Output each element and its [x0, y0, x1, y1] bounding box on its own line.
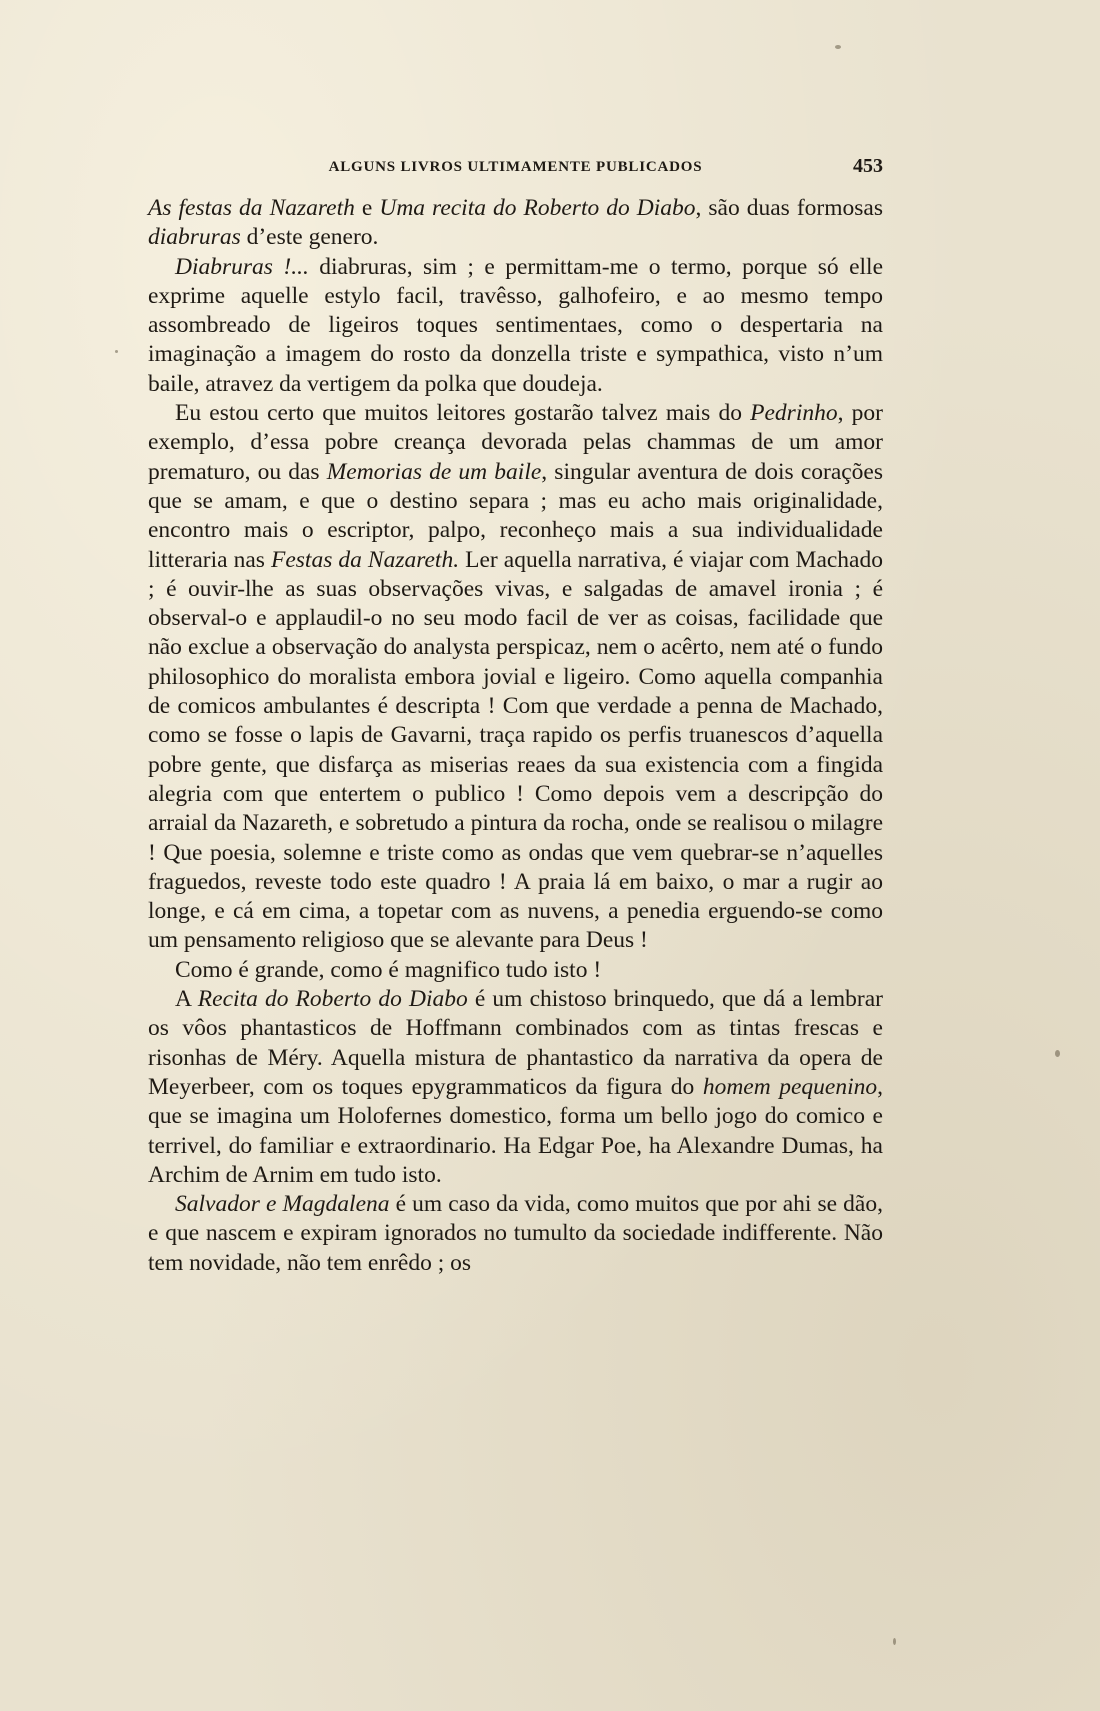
text-run: diabruras, sim ; e permittam-me o termo, porque só elle exprime aquelle estylo facil, travêsso, galhofeiro, e ao mesmo tempo assombreado de ligeiros toques sentimentaes, como o despertaria na imaginação a imagem do rosto da donzella triste e sympathica, visto n’um baile, atravez da vertigem da polka que doudeja. — [148, 253, 883, 397]
text-run: e — [354, 195, 380, 221]
paragraph — [148, 956, 883, 985]
text-run: , singular aventura de dois corações que se amam, e que o destino separa ; mas eu acho mais originalidade, encontro mais o escriptor, palpo, reconheço mais a sua individualidade litteraria nas — [148, 458, 884, 573]
body-text — [148, 194, 883, 1278]
page-header — [148, 155, 883, 185]
italic-text: Diabruras !... — [175, 253, 309, 280]
page-number: 453 — [853, 155, 883, 177]
italic-text: Recita do Roberto do Diabo — [197, 986, 468, 1013]
running-head: ALGUNS LIVROS ULTIMAMENTE PUBLICADOS — [328, 159, 703, 175]
paragraph — [148, 253, 883, 399]
italic-text: Festas da Nazareth. — [270, 546, 460, 573]
paper-speck — [115, 350, 118, 353]
italic-text: homem pequenino — [702, 1073, 878, 1100]
italic-text: diabruras — [148, 224, 241, 251]
text-run: Eu estou certo que muitos leitores gostarão talvez mais do — [175, 400, 751, 427]
italic-text: As festas da Nazareth — [148, 195, 355, 221]
paragraph — [148, 194, 883, 253]
text-run: Como é grande, como é magnifico tudo isto ! — [175, 956, 602, 983]
italic-text: Pedrinho — [750, 400, 838, 427]
paper-speck — [1055, 1050, 1060, 1057]
italic-text: Memorias de um baile — [326, 458, 542, 485]
paragraph — [148, 399, 883, 956]
paragraph — [148, 1190, 883, 1278]
italic-text: Salvador e Magdalena — [175, 1191, 390, 1218]
italic-text: Uma recita do Roberto do Diabo — [379, 195, 696, 221]
text-run: Ler aquella narrativa, é viajar com Machado ; é ouvir-lhe as suas observações vivas, e salgadas de amavel ironia ; é observal-o e applaudil-o no seu modo facil de ver as coisas, facilidade que não exclue a observação do analysta perspicaz, nem o acêrto, nem até o fundo philosophico do moralista embora jovial e ligeiro. Como aquella companhia de comicos ambulantes é descripta ! Com que verdade a penna de Machado, como se fosse o lapis de Gavarni, traça rapido os perfis truanescos d’aquella pobre gente, que disfarça as miserias reaes da sua existencia com a fingida alegria com que entertem o publico ! Como depois vem a descripção do arraial da Nazareth, e sobretudo a pintura da rocha, onde se realisou o milagre ! Que poesia, solemne e triste como as ondas que vem quebrar-se n’aquelles fraguedos, reveste todo este quadro ! A praia lá em baixo, o mar a rugir ao longe, e cá em cima, a topetar com as nuvens, a penedia erguendo-se como um pensamento religioso que se alevante para Deus ! — [148, 546, 883, 954]
text-run: d’este genero. — [240, 224, 379, 251]
text-run: é um chistoso brinquedo, que dá a lembrar os vôos phantasticos de Hoffmann combinados com as tintas frescas e risonhas de Méry. Aquella mistura de phantastico da narrativa da opera de Meyerbeer, com os toques epygrammaticos da figura do — [148, 986, 883, 1100]
text-run: , por exemplo, d’essa pobre creança devorada pelas chammas de um amor prematuro, ou das — [148, 400, 883, 485]
paragraph — [148, 985, 883, 1190]
text-run: A — [175, 986, 198, 1013]
paper-speck — [835, 45, 841, 49]
paper-speck — [893, 1638, 896, 1645]
text-run: é um caso da vida, como muitos que por ahi se dão, e que nascem e expiram ignorados no tumulto da sociedade indifferente. Não tem novidade, não tem enrêdo ; os — [148, 1191, 883, 1276]
text-run: , são duas formosas — [695, 195, 883, 221]
text-run: , que se imagina um Holofernes domestico, forma um bello jogo do comico e terrivel, do familiar e extraordinario. Ha Edgar Poe, ha Alexandre Dumas, ha Archim de Arnim em tudo isto. — [148, 1073, 884, 1188]
